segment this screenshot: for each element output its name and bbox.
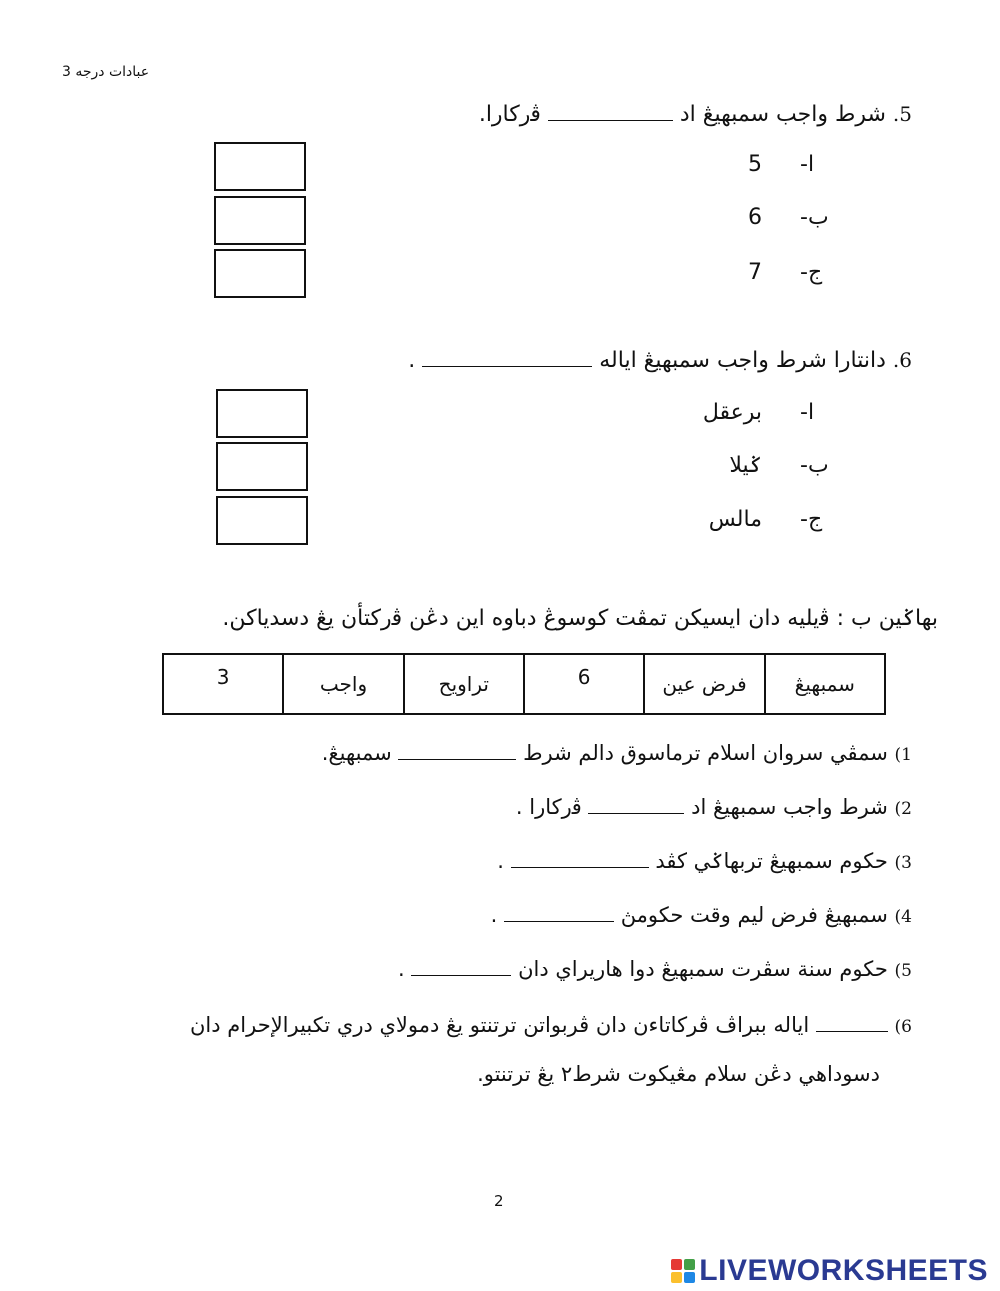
word-bank-cell: 6 [523, 655, 643, 713]
question-text-after: ﭬرکارا. [478, 101, 541, 127]
item-text-after: . [497, 848, 504, 873]
answer-blank[interactable] [816, 1012, 888, 1032]
option-value-c: 7 [748, 260, 762, 285]
option-letter-c: ج- [800, 507, 823, 532]
fill-item-6 [190, 1012, 912, 1037]
worksheet-header: عبادات درجه 3 [62, 64, 150, 80]
brand-name: LIVEWORKSHEETS [699, 1254, 988, 1287]
question-text-after: . [408, 347, 416, 373]
option-letter-b: ب- [800, 453, 829, 478]
answer-blank[interactable] [411, 956, 511, 976]
logo-square-icon [684, 1259, 695, 1270]
option-value-c: مالس [708, 507, 762, 532]
item-text-before: حکوم سنة سڤرت سمبهيڠ دوا هاريراي دان [518, 956, 888, 981]
item-text-before: شرط واجب سمبهيڠ اد [691, 794, 888, 819]
answer-box-q6-a[interactable] [216, 389, 308, 438]
question-number: 5. [892, 101, 912, 126]
logo-square-icon [684, 1272, 695, 1283]
option-value-a: برعقل [702, 400, 762, 425]
fill-item-3 [497, 848, 912, 873]
answer-box-q5-b[interactable] [214, 196, 306, 245]
question-6 [408, 346, 912, 373]
answer-box-q6-c[interactable] [216, 496, 308, 545]
answer-box-q6-b[interactable] [216, 442, 308, 491]
section-b-instruction: بهاݢين ب : ﭬيليه دان ايسيکن تمڤت کوسوڠ دباوه اين دڠن ﭬرکتأن يڠ دسدياکن. [222, 606, 938, 631]
item-text-before: سمڤي سروان اسلام ترماسوق دالم شرط [523, 740, 888, 765]
item-index: 2) [894, 798, 912, 819]
item-text-after: اياله ببراڤ ڤرکاتاءن دان ڤربواتن ترتنتو يڠ دمولاي دري تکبيرالإحرام دان [190, 1012, 810, 1037]
liveworksheets-logo-icon [671, 1259, 695, 1283]
answer-blank[interactable] [504, 902, 614, 922]
item-index: 5) [894, 960, 912, 981]
question-text-before: شرط واجب سمبهيڠ اد [679, 101, 886, 127]
item-text-after: ﭬرکارا . [515, 794, 582, 819]
item-index: 1) [894, 744, 912, 765]
liveworksheets-logo [671, 1254, 988, 1288]
option-letter-a: ا- [800, 152, 815, 177]
option-value-b: 6 [748, 205, 762, 230]
question-number: 6. [892, 347, 912, 372]
page-number: 2 [494, 1192, 504, 1210]
fill-item-2 [516, 794, 912, 819]
item-text-after: . [398, 956, 405, 981]
item-index: 6) [894, 1016, 912, 1037]
answer-blank [548, 100, 673, 121]
answer-blank[interactable] [398, 740, 516, 760]
answer-box-q5-a[interactable] [214, 142, 306, 191]
answer-blank [422, 346, 592, 367]
word-bank-cell: تراويح [403, 655, 523, 713]
word-bank [162, 653, 886, 715]
item-index: 3) [894, 852, 912, 873]
word-bank-cell: 3 [216, 665, 230, 689]
option-letter-a: ا- [800, 400, 815, 425]
answer-blank[interactable] [511, 848, 649, 868]
fill-item-1 [322, 740, 912, 765]
fill-item-4 [491, 902, 912, 927]
word-bank-cell: واجب [282, 655, 402, 713]
item-text-before: حکوم سمبهيڠ تربهاݢي کڤد [655, 848, 888, 873]
item-index: 4) [894, 906, 912, 927]
option-value-b: ݢيلا [729, 453, 762, 478]
word-bank-cell: فرض عين [643, 655, 763, 713]
answer-blank[interactable] [588, 794, 684, 814]
item-text-before: سمبهيڠ فرض ليم وقت حکومڽ [620, 902, 888, 927]
option-value-a: 5 [748, 152, 762, 177]
fill-item-5 [398, 956, 912, 981]
logo-square-icon [671, 1272, 682, 1283]
option-letter-b: ب- [800, 205, 829, 230]
question-text-before: دانتارا شرط واجب سمبهيڠ اياله [599, 347, 886, 373]
answer-box-q5-c[interactable] [214, 249, 306, 298]
item-text-after: . [490, 902, 498, 927]
question-5 [479, 100, 912, 127]
item-text-after: سمبهيڠ. [321, 740, 392, 765]
option-letter-c: ج- [800, 260, 823, 285]
word-bank-cell: سمبهيڠ [764, 655, 884, 713]
logo-square-icon [671, 1259, 682, 1270]
fill-item-6-line2: دسوداهي دڠن سلام مڠيکوت شرط٢ يڠ ترتنتو. [477, 1062, 880, 1086]
